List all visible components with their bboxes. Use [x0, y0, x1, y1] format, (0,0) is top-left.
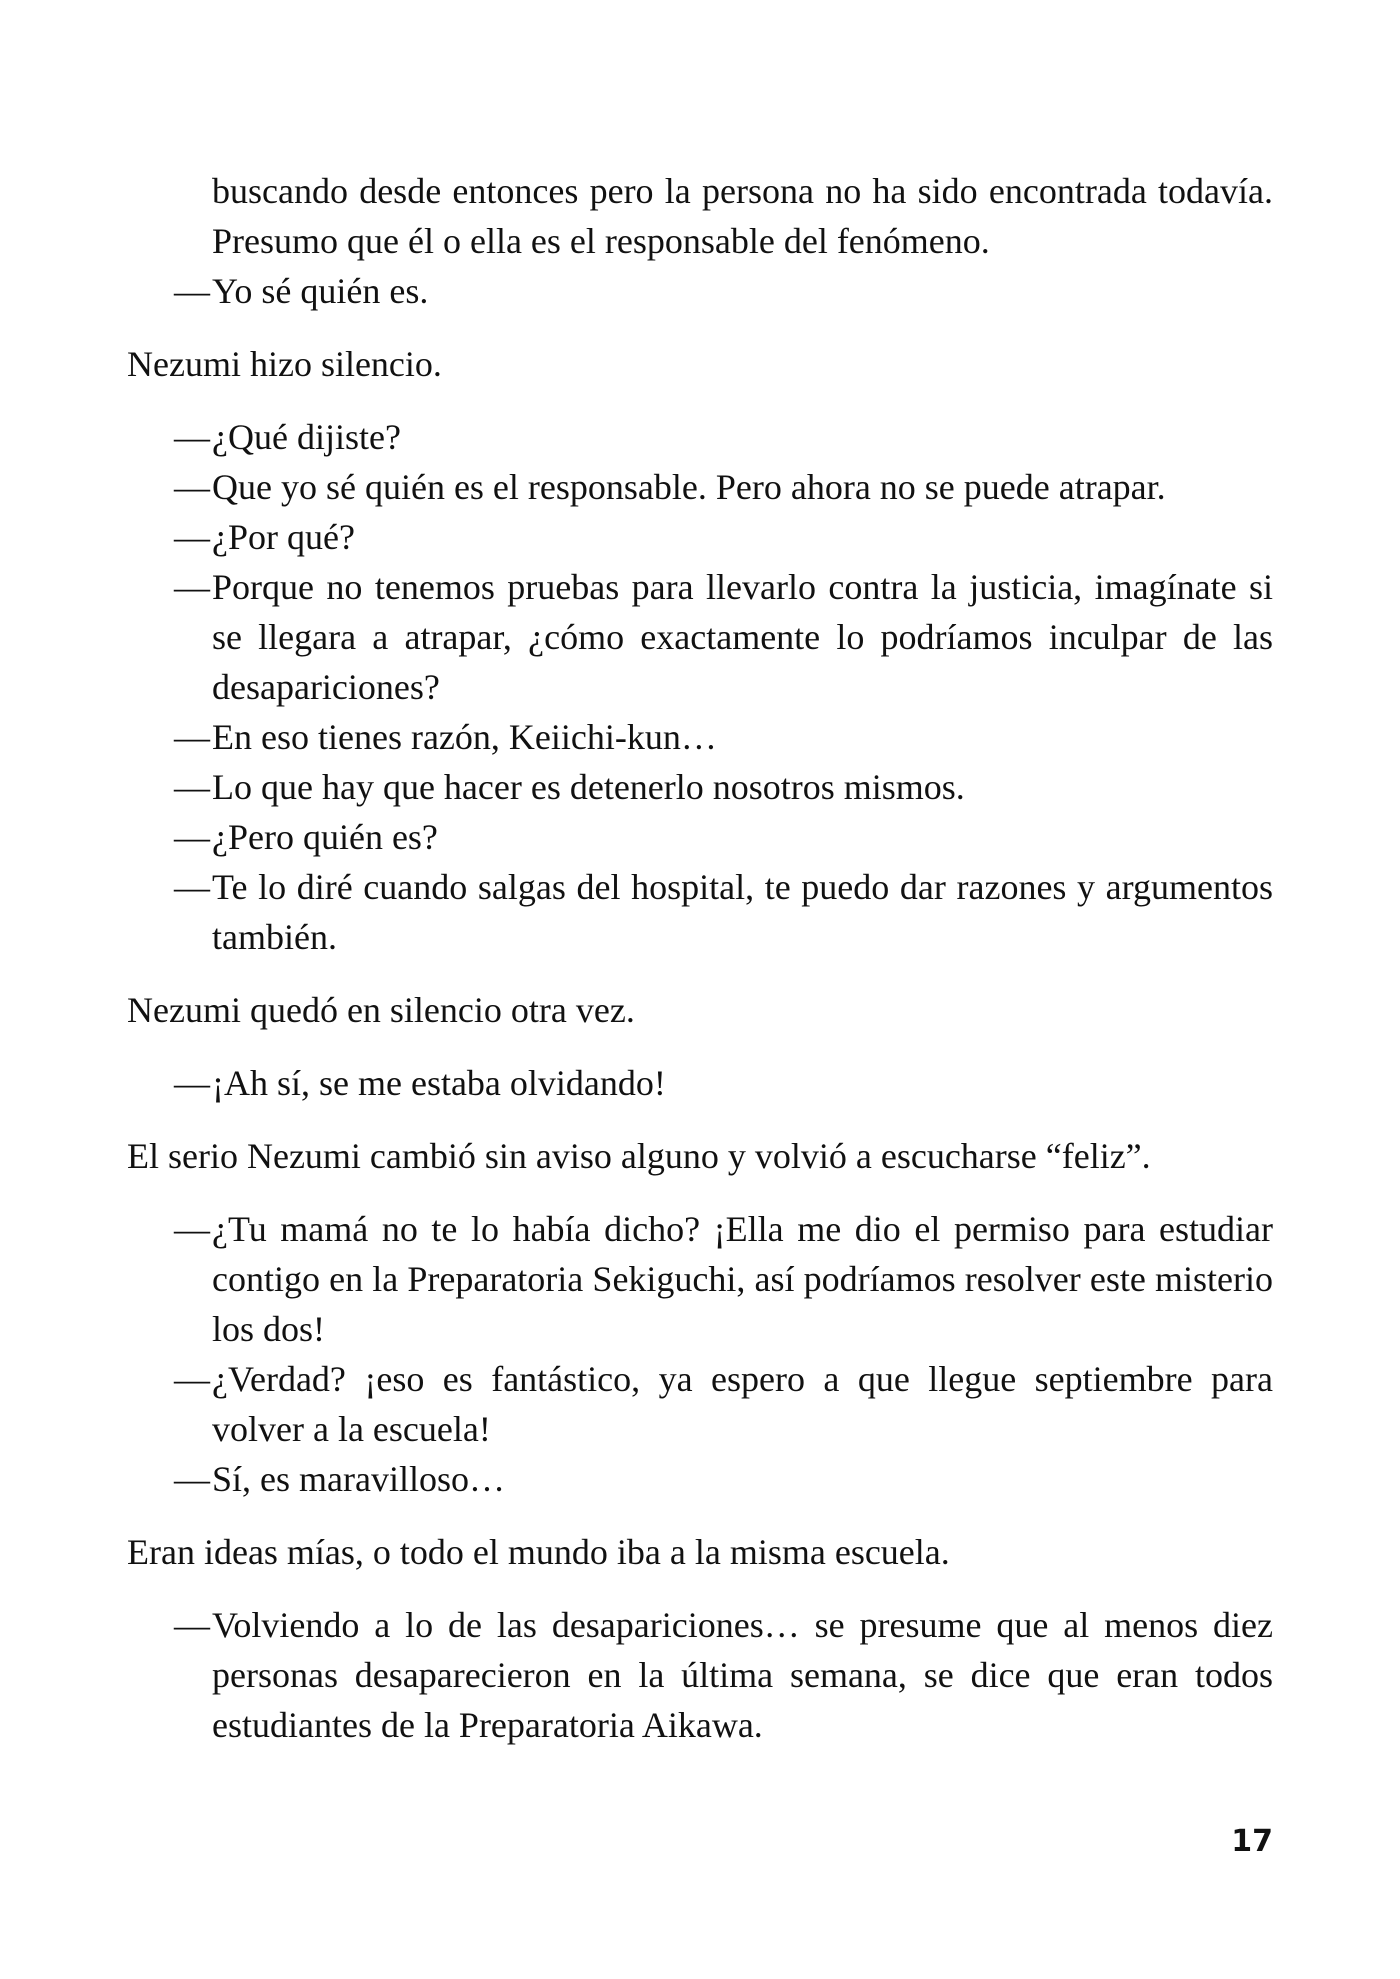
dialogue-line — [127, 712, 1273, 762]
dialogue-text: ¿Pero quién es? — [212, 817, 438, 857]
dialogue-text: Lo que hay que hacer es detenerlo nosotros mismos. — [212, 767, 965, 807]
em-dash: — — [174, 1605, 210, 1645]
dialogue-text: ¿Qué dijiste? — [212, 417, 401, 457]
em-dash: — — [174, 417, 210, 457]
dialogue-text: ¡Ah sí, se me estaba olvidando! — [212, 1063, 666, 1103]
em-dash: — — [174, 717, 210, 757]
em-dash: — — [174, 767, 210, 807]
dialogue-line — [127, 862, 1273, 962]
narration-paragraph: Nezumi hizo silencio. — [127, 344, 442, 384]
narration-paragraph: Eran ideas mías, o todo el mundo iba a la misma escuela. — [127, 1532, 950, 1572]
narration-paragraph: Nezumi quedó en silencio otra vez. — [127, 990, 635, 1030]
dialogue-line — [127, 462, 1273, 512]
dialogue-text: ¿Tu mamá no te lo había dicho? ¡Ella me dio el permiso para estudiar contigo en la Preparatoria Sekiguchi, así podríamos resolver este misterio los dos! — [212, 1209, 1273, 1349]
dialogue-line — [127, 1204, 1273, 1354]
em-dash: — — [174, 1063, 210, 1103]
dialogue-text: Que yo sé quién es el responsable. Pero ahora no se puede atrapar. — [212, 467, 1166, 507]
dialogue-line — [127, 812, 1273, 862]
dialogue-line — [127, 562, 1273, 712]
em-dash: — — [174, 271, 210, 311]
dialogue-text: ¿Verdad? ¡eso es fantástico, ya espero a que llegue septiembre para volver a la escuela! — [212, 1359, 1273, 1449]
dialogue-line — [127, 266, 1273, 316]
dialogue-line — [127, 1600, 1273, 1750]
dialogue-line — [127, 762, 1273, 812]
dialogue-text: ¿Por qué? — [212, 517, 355, 557]
narration-paragraph: El serio Nezumi cambió sin aviso alguno y volvió a escucharse “feliz”. — [127, 1136, 1151, 1176]
dialogue-line — [127, 1058, 1273, 1108]
dialogue-line — [127, 1354, 1273, 1454]
dialogue-text: Sí, es maravilloso… — [212, 1459, 505, 1499]
dialogue-text: Volviendo a lo de las desapariciones… se presume que al menos diez personas desaparecieron en la última semana, se dice que eran todos estudiantes de la Preparatoria Aikawa. — [212, 1605, 1273, 1745]
dialogue-text: En eso tienes razón, Keiichi-kun… — [212, 717, 717, 757]
em-dash: — — [174, 867, 210, 907]
dialogue-text: Yo sé quién es. — [212, 271, 429, 311]
dialogue-line — [127, 1454, 1273, 1504]
continued-paragraph: buscando desde entonces pero la persona no ha sido encontrada todavía. Presumo que él o ella es el responsable del fenómeno. — [212, 171, 1273, 261]
em-dash: — — [174, 1359, 210, 1399]
dialogue-line — [127, 412, 1273, 462]
em-dash: — — [174, 1209, 210, 1249]
em-dash: — — [174, 567, 210, 607]
em-dash: — — [174, 467, 210, 507]
dialogue-text: Porque no tenemos pruebas para llevarlo contra la justicia, imagínate si se llegara a atrapar, ¿cómo exactamente lo podríamos inculpar de las desapariciones? — [212, 567, 1273, 707]
em-dash: — — [174, 817, 210, 857]
page-text — [127, 166, 1273, 1750]
em-dash: — — [174, 1459, 210, 1499]
page-number: 17 — [1231, 1824, 1273, 1859]
dialogue-text: Te lo diré cuando salgas del hospital, te puedo dar razones y argumentos también. — [212, 867, 1273, 957]
dialogue-line — [127, 512, 1273, 562]
em-dash: — — [174, 517, 210, 557]
